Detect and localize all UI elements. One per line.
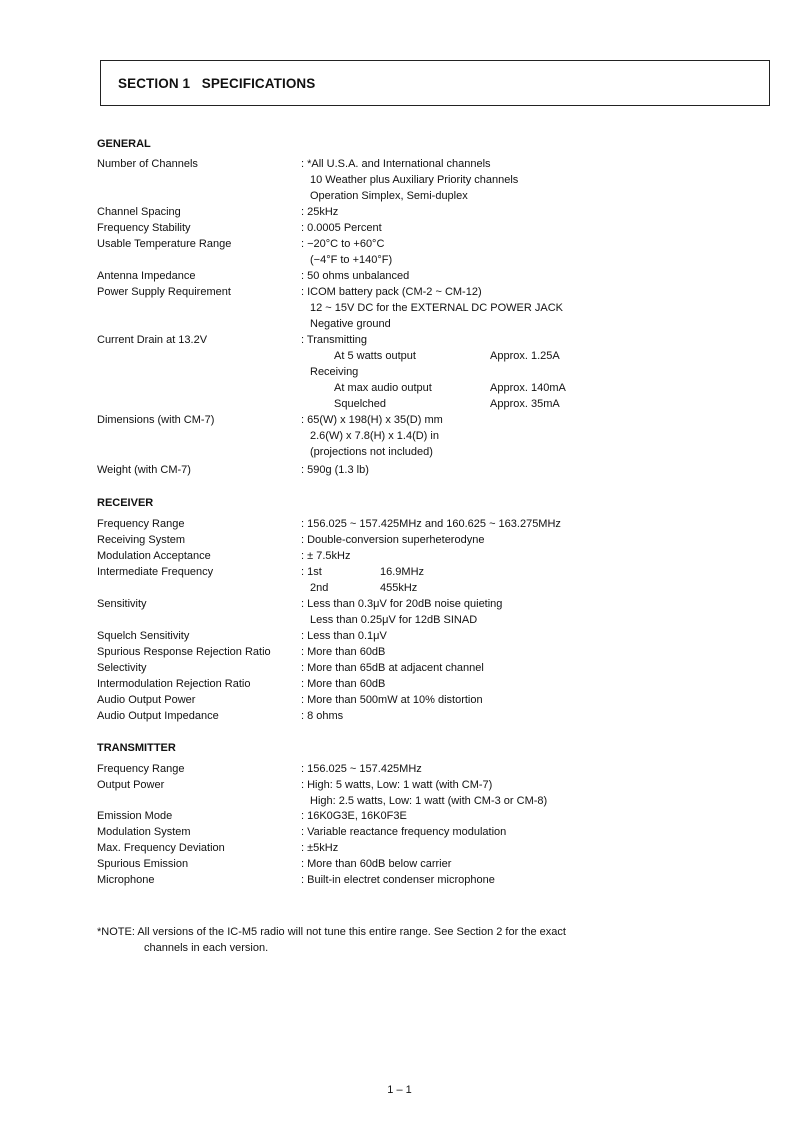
- spec-row: [97, 318, 777, 334]
- spec-value: : ±5kHz: [301, 842, 339, 854]
- spec-value: (projections not included): [310, 446, 433, 458]
- spec-row: [97, 238, 777, 254]
- spec-row: [97, 222, 777, 238]
- spec-value: : 50 ohms unbalanced: [301, 270, 410, 282]
- spec-value: Negative ground: [310, 318, 391, 330]
- spec-value: Squelched: [334, 398, 386, 410]
- spec-row: [97, 763, 777, 779]
- spec-value: : More than 65dB at adjacent channel: [301, 662, 484, 674]
- spec-row: [97, 694, 777, 710]
- spec-row: [97, 810, 777, 826]
- spec-row: [97, 206, 777, 222]
- spec-label: Audio Output Power: [97, 694, 196, 706]
- spec-row: [97, 779, 777, 795]
- spec-value: : 25kHz: [301, 206, 339, 218]
- spec-value: : ICOM battery pack (CM-2 ~ CM-12): [301, 286, 482, 298]
- spec-value: : 590g (1.3 lb): [301, 464, 369, 476]
- spec-value: : ± 7.5kHz: [301, 550, 351, 562]
- spec-row: [97, 430, 777, 446]
- spec-value: : More than 60dB: [301, 646, 386, 658]
- spec-value: 2nd: [310, 582, 329, 594]
- spec-value: : Less than 0.3μV for 20dB noise quieting: [301, 598, 503, 610]
- spec-row: [97, 446, 777, 462]
- spec-value: : More than 60dB: [301, 678, 386, 690]
- spec-row: [97, 534, 777, 550]
- spec-value: Operation Simplex, Semi-duplex: [310, 190, 468, 202]
- section-title: SECTION 1 SPECIFICATIONS: [118, 76, 316, 91]
- spec-value: 2.6(W) x 7.8(H) x 1.4(D) in: [310, 430, 439, 442]
- spec-aux-value: Approx. 1.25A: [490, 350, 560, 362]
- spec-row: [97, 858, 777, 874]
- spec-value: : 1st: [301, 566, 322, 578]
- spec-label: Antenna Impedance: [97, 270, 196, 282]
- spec-label: Modulation System: [97, 826, 191, 838]
- spec-value: : 8 ohms: [301, 710, 344, 722]
- spec-row: [97, 662, 777, 678]
- spec-row: [97, 842, 777, 858]
- footnote-line-2: channels in each version.: [144, 942, 269, 954]
- spec-label: Intermediate Frequency: [97, 566, 214, 578]
- spec-label: Dimensions (with CM-7): [97, 414, 215, 426]
- spec-row: [97, 366, 777, 382]
- spec-row: [97, 795, 777, 811]
- spec-row: [97, 614, 777, 630]
- spec-value: : 156.025 ~ 157.425MHz and 160.625 ~ 163.275MHz: [301, 518, 561, 530]
- spec-label: Selectivity: [97, 662, 147, 674]
- spec-label: Number of Channels: [97, 158, 198, 170]
- spec-value: : More than 500mW at 10% distortion: [301, 694, 483, 706]
- spec-aux-value: 16.9MHz: [380, 566, 425, 578]
- spec-value: : *All U.S.A. and International channels: [301, 158, 491, 170]
- spec-label: Intermodulation Rejection Ratio: [97, 678, 251, 690]
- spec-label: Channel Spacing: [97, 206, 181, 218]
- footnote: [97, 924, 697, 956]
- spec-value: High: 2.5 watts, Low: 1 watt (with CM-3 or CM-8): [310, 795, 548, 807]
- spec-label: Receiving System: [97, 534, 186, 546]
- spec-value: : Transmitting: [301, 334, 368, 346]
- spec-value: : Less than 0.1μV: [301, 630, 387, 642]
- spec-value: : Variable reactance frequency modulation: [301, 826, 507, 838]
- spec-value: Less than 0.25μV for 12dB SINAD: [310, 614, 478, 626]
- spec-value: : Double-conversion superheterodyne: [301, 534, 485, 546]
- receiver-heading: RECEIVER: [97, 497, 154, 509]
- spec-row: [97, 630, 777, 646]
- spec-label: Emission Mode: [97, 810, 173, 822]
- spec-value: : 16K0G3E, 16K0F3E: [301, 810, 407, 822]
- spec-label: Modulation Acceptance: [97, 550, 211, 562]
- spec-label: Max. Frequency Deviation: [97, 842, 225, 854]
- spec-aux-value: Approx. 140mA: [490, 382, 566, 394]
- spec-label: Usable Temperature Range: [97, 238, 232, 250]
- general-heading: GENERAL: [97, 138, 151, 150]
- spec-row: [97, 302, 777, 318]
- spec-value: 10 Weather plus Auxiliary Priority channels: [310, 174, 519, 186]
- spec-row: [97, 270, 777, 286]
- transmitter-heading: TRANSMITTER: [97, 742, 176, 754]
- spec-row: [97, 398, 777, 414]
- spec-label: Audio Output Impedance: [97, 710, 219, 722]
- spec-label: Frequency Stability: [97, 222, 191, 234]
- spec-row: [97, 464, 777, 480]
- footnote-line-1: *NOTE: All versions of the IC-M5 radio will not tune this entire range. See Section 2 for the exact: [97, 926, 566, 938]
- spec-row: [97, 254, 777, 270]
- spec-value: : 0.0005 Percent: [301, 222, 382, 234]
- spec-row: [97, 566, 777, 582]
- spec-value: At max audio output: [334, 382, 432, 394]
- spec-label: Power Supply Requirement: [97, 286, 231, 298]
- spec-row: [97, 518, 777, 534]
- spec-row: [97, 286, 777, 302]
- spec-row: [97, 350, 777, 366]
- spec-row: [97, 190, 777, 206]
- spec-value: At 5 watts output: [334, 350, 416, 362]
- spec-label: Spurious Emission: [97, 858, 189, 870]
- spec-value: : −20°C to +60°C: [301, 238, 385, 250]
- spec-value: : 156.025 ~ 157.425MHz: [301, 763, 422, 775]
- spec-row: [97, 826, 777, 842]
- spec-label: Sensitivity: [97, 598, 147, 610]
- section-header-box: [100, 60, 770, 106]
- spec-value: : More than 60dB below carrier: [301, 858, 452, 870]
- spec-value: : 65(W) x 198(H) x 35(D) mm: [301, 414, 443, 426]
- spec-row: [97, 598, 777, 614]
- spec-row: [97, 874, 777, 890]
- spec-aux-value: 455kHz: [380, 582, 418, 594]
- spec-row: [97, 678, 777, 694]
- spec-value: Receiving: [310, 366, 359, 378]
- spec-value: 12 ~ 15V DC for the EXTERNAL DC POWER JACK: [310, 302, 563, 314]
- page-number: 1 – 1: [387, 1084, 412, 1096]
- spec-label: Squelch Sensitivity: [97, 630, 190, 642]
- spec-row: [97, 582, 777, 598]
- spec-row: [97, 158, 777, 174]
- spec-label: Frequency Range: [97, 763, 185, 775]
- spec-row: [97, 382, 777, 398]
- spec-row: [97, 550, 777, 566]
- spec-value: : High: 5 watts, Low: 1 watt (with CM-7): [301, 779, 493, 791]
- spec-label: Frequency Range: [97, 518, 185, 530]
- spec-label: Output Power: [97, 779, 165, 791]
- spec-aux-value: Approx. 35mA: [490, 398, 560, 410]
- spec-label: Weight (with CM-7): [97, 464, 191, 476]
- spec-label: Spurious Response Rejection Ratio: [97, 646, 271, 658]
- spec-row: [97, 334, 777, 350]
- spec-row: [97, 414, 777, 430]
- spec-value: (−4°F to +140°F): [310, 254, 393, 266]
- spec-row: [97, 174, 777, 190]
- spec-value: : Built-in electret condenser microphone: [301, 874, 495, 886]
- spec-label: Microphone: [97, 874, 155, 886]
- spec-row: [97, 710, 777, 726]
- spec-label: Current Drain at 13.2V: [97, 334, 208, 346]
- spec-row: [97, 646, 777, 662]
